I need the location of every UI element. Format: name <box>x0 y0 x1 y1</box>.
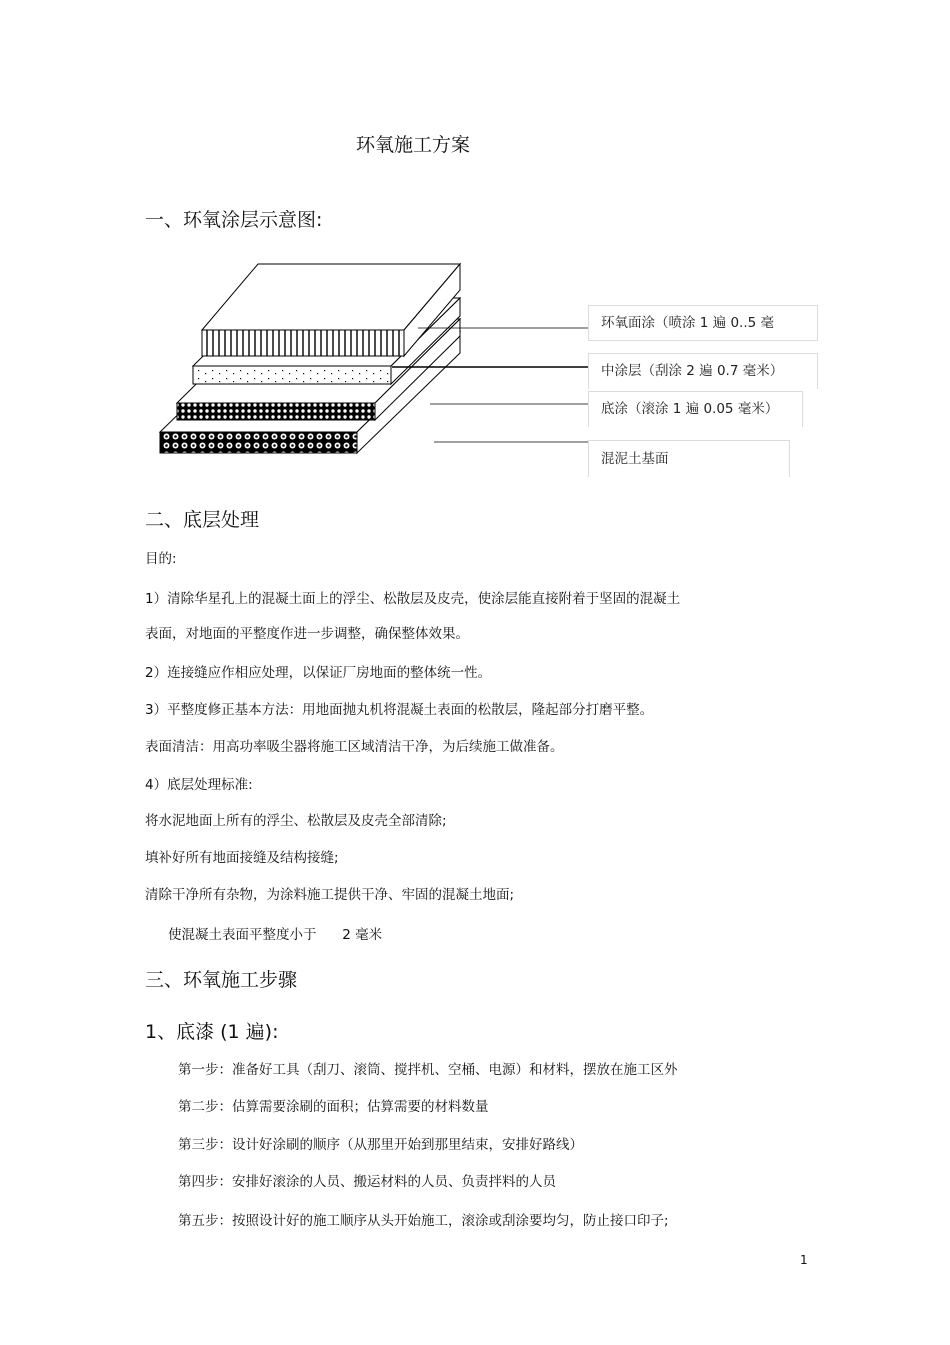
section-heading-epoxy-steps: 三、环氧施工步骤 <box>145 969 298 991</box>
paragraph-line: 填补好所有地面接缝及结构接缝; <box>145 850 339 866</box>
paragraph-line: 目的: <box>145 551 177 567</box>
paragraph-line: 使混凝土表面平整度小于 2 毫米 <box>168 927 383 943</box>
paragraph-line: 1）清除华星孔上的混凝土面上的浮尘、松散层及皮壳，使涂层能直接附着于坚固的混凝土 <box>145 591 681 607</box>
paragraph-line: 表面清洁：用高功率吸尘器将施工区域清洁干净，为后续施工做准备。 <box>145 739 564 755</box>
subheading-primer: 1、底漆 (1 遍): <box>145 1021 279 1043</box>
paragraph-line: 清除干净所有杂物，为涂料施工提供干净、牢固的混凝土地面; <box>145 887 515 903</box>
label-middle-coat: 中涂层（刮涂 2 遍 0.7 毫米） <box>588 353 818 389</box>
page-title: 环氧施工方案 <box>356 134 471 156</box>
step-item: 第四步：安排好滚涂的人员、搬运材料的人员、负责拌料的人员 <box>178 1174 556 1190</box>
paragraph-line: 4）底层处理标准: <box>145 777 253 793</box>
paragraph-line: 表面，对地面的平整度作进一步调整，确保整体效果。 <box>145 626 469 642</box>
section-heading-base-treatment: 二、底层处理 <box>145 509 260 531</box>
paragraph-line: 2）连接缝应作相应处理，以保证厂房地面的整体统一性。 <box>145 665 492 681</box>
paragraph-line: 将水泥地面上所有的浮尘、松散层及皮壳全部清除; <box>145 813 447 829</box>
step-item: 第五步：按照设计好的施工顺序从头开始施工，滚涂或刮涂要均匀，防止接口印子; <box>178 1213 669 1229</box>
label-concrete-base: 混泥土基面 <box>588 440 790 477</box>
paragraph-line: 3）平整度修正基本方法：用地面抛丸机将混凝土表面的松散层，隆起部分打磨平整。 <box>145 702 654 718</box>
step-item: 第二步：估算需要涂刷的面积；估算需要的材料数量 <box>178 1099 489 1115</box>
section-heading-diagram: 一、环氧涂层示意图: <box>145 209 323 231</box>
step-item: 第一步：准备好工具（刮刀、滚筒、搅拌机、空桶、电源）和材料，摆放在施工区外 <box>178 1062 678 1078</box>
label-primer: 底涂（滚涂 1 遍 0.05 毫米） <box>588 391 803 427</box>
label-top-coat: 环氧面涂（喷涂 1 遍 0..5 毫 <box>588 305 818 341</box>
step-item: 第三步：设计好涂刷的顺序（从那里开始到那里结束，安排好路线） <box>178 1137 583 1153</box>
coating-layer-diagram <box>0 0 950 500</box>
page-number: 1 <box>800 1253 808 1267</box>
